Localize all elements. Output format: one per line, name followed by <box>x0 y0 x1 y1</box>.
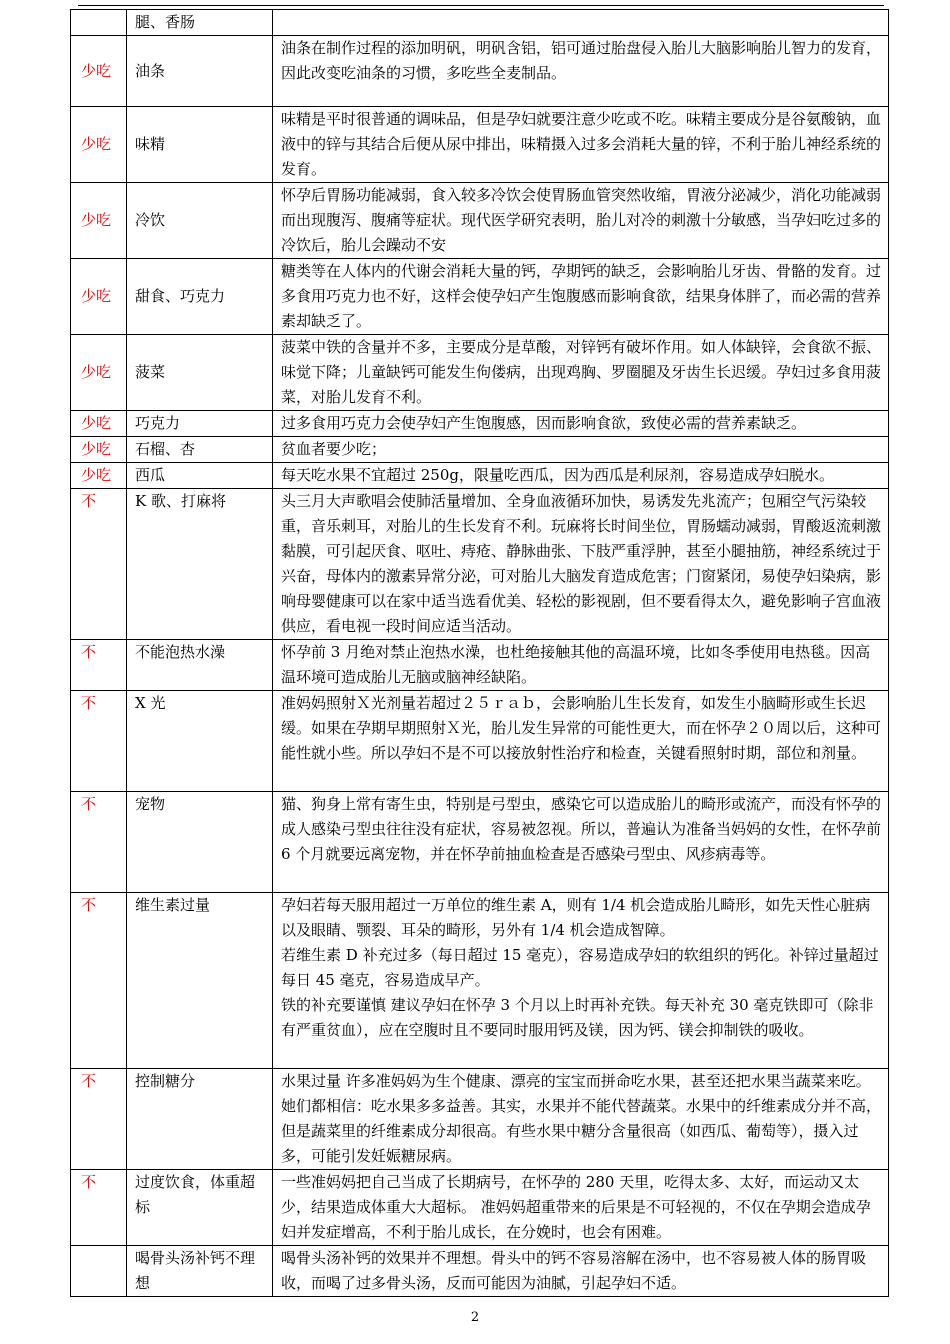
row-tag: 不 <box>71 792 127 893</box>
row-item: 喝骨头汤补钙不理想 <box>127 1246 273 1297</box>
description-paragraph: 孕妇若每天服用超过一万单位的维生素 A，则有 1/4 机会造成胎儿畸形，如先天性心脏病以及眼睛、颚裂、耳朵的畸形，另外有 1/4 机会造成智障。 <box>281 896 871 939</box>
row-tag: 少吃 <box>71 36 127 107</box>
row-item: 维生素过量 <box>127 893 273 1069</box>
row-tag: 少吃 <box>71 183 127 259</box>
row-tag: 不 <box>71 489 127 640</box>
row-item: K 歌、打麻将 <box>127 489 273 640</box>
table-row <box>71 10 889 36</box>
row-description: 贫血者要少吃； <box>273 437 889 463</box>
row-item: X 光 <box>127 691 273 792</box>
row-tag <box>71 10 127 36</box>
row-tag: 少吃 <box>71 437 127 463</box>
row-description: 味精是平时很普通的调味品，但是孕妇就要注意少吃或不吃。味精主要成分是谷氨酸钠，血液中的锌与其结合后便从尿中排出，味精摄入过多会消耗大量的锌，不利于胎儿神经系统的发育。 <box>273 107 889 183</box>
description-paragraph: 铁的补充要谨慎 建议孕妇在怀孕 3 个月以上时再补充铁。每天补充 30 毫克铁即可（除非有严重贫血），应在空腹时且不要同时服用钙及镁，因为钙、镁会抑制铁的吸收。 <box>281 996 874 1039</box>
row-description: 菠菜中铁的含量并不多，主要成分是草酸，对锌钙有破坏作用。如人体缺锌，会食欲不振、味觉下降；儿童缺钙可能发生佝偻病，出现鸡胸、罗圈腿及牙齿生长迟缓。孕妇过多食用菠菜，对胎儿发育不利。 <box>273 335 889 411</box>
row-description: 头三月大声歌唱会使肺活量增加、全身血液循环加快，易诱发先兆流产；包厢空气污染较重，音乐刺耳，对胎儿的生长发育不利。玩麻将长时间坐位，胃肠蠕动减弱，胃酸返流刺激黏膜，可引起厌食、呕吐、痔疮、静脉曲张、下肢严重浮肿，甚至小腿抽筋，神经系统过于兴奋，母体内的激素异常分泌，可对胎儿大脑发育造成危害；门窗紧闭，易使孕妇染病，影响母婴健康可以在家中适当选看优美、轻松的影视剧，但不要看得太久，避免影响子宫血液供应，看电视一段时间应适当活动。 <box>273 489 889 640</box>
table-row <box>71 489 889 640</box>
row-description: 一些准妈妈把自己当成了长期病号，在怀孕的 280 天里，吃得太多、太好，而运动又太少，结果造成体重大大超标。 准妈妈超重带来的后果是不可轻视的，不仅在孕期会造成孕妇并发症增高，不利于胎儿成长，在分娩时，也会有困难。 <box>273 1170 889 1246</box>
pregnancy-diet-table <box>70 9 889 1297</box>
table-row <box>71 437 889 463</box>
row-item: 西瓜 <box>127 463 273 489</box>
row-description: 怀孕前 3 月绝对禁止泡热水澡，也杜绝接触其他的高温环境，比如冬季使用电热毯。因高温环境可造成胎儿无脑或脑神经缺陷。 <box>273 640 889 691</box>
row-description: 喝骨头汤补钙的效果并不理想。骨头中的钙不容易溶解在汤中，也不容易被人体的肠胃吸收，而喝了过多骨头汤，反而可能因为油腻，引起孕妇不适。 <box>273 1246 889 1297</box>
row-item: 控制糖分 <box>127 1069 273 1170</box>
row-tag: 少吃 <box>71 411 127 437</box>
row-tag: 少吃 <box>71 107 127 183</box>
table-row <box>71 1246 889 1297</box>
row-item: 石榴、杏 <box>127 437 273 463</box>
row-description: 糖类等在人体内的代谢会消耗大量的钙，孕期钙的缺乏，会影响胎儿牙齿、骨骼的发育。过多食用巧克力也不好，这样会使孕妇产生饱腹感而影响食欲，结果身体胖了，而必需的营养素却缺乏了。 <box>273 259 889 335</box>
table-row <box>71 335 889 411</box>
row-tag: 不 <box>71 893 127 1069</box>
table-row <box>71 1170 889 1246</box>
row-tag: 不 <box>71 1170 127 1246</box>
table-row <box>71 691 889 792</box>
table-row <box>71 463 889 489</box>
row-description: 油条在制作过程的添加明矾，明矾含铝，铝可通过胎盘侵入胎儿大脑影响胎儿智力的发育，因此改变吃油条的习惯，多吃些全麦制品。 <box>273 36 889 107</box>
row-description: 猫、狗身上常有寄生虫，特别是弓型虫，感染它可以造成胎儿的畸形或流产，而没有怀孕的成人感染弓型虫往往没有症状，容易被忽视。所以，普遍认为准备当妈妈的女性，在怀孕前 6 个月就要远离宠物，并在怀孕前抽血检查是否感染弓型虫、风疹病毒等。 <box>273 792 889 893</box>
row-item: 甜食、巧克力 <box>127 259 273 335</box>
row-item: 油条 <box>127 36 273 107</box>
row-item: 过度饮食，体重超标 <box>127 1170 273 1246</box>
row-item: 菠菜 <box>127 335 273 411</box>
row-tag: 少吃 <box>71 463 127 489</box>
row-item: 味精 <box>127 107 273 183</box>
table-row <box>71 1069 889 1170</box>
row-description <box>273 893 889 1069</box>
row-tag: 不 <box>71 691 127 792</box>
row-item: 冷饮 <box>127 183 273 259</box>
table-row <box>71 411 889 437</box>
row-item: 不能泡热水澡 <box>127 640 273 691</box>
row-description: 每天吃水果不宜超过 250g，限量吃西瓜，因为西瓜是利尿剂，容易造成孕妇脱水。 <box>273 463 889 489</box>
row-item: 宠物 <box>127 792 273 893</box>
table-row <box>71 183 889 259</box>
row-description: 怀孕后胃肠功能减弱，食入较多冷饮会使胃肠血管突然收缩，胃液分泌减少，消化功能减弱而出现腹泻、腹痛等症状。现代医学研究表明，胎儿对冷的刺激十分敏感，当孕妇吃过多的冷饮后，胎儿会躁动不安 <box>273 183 889 259</box>
table-row <box>71 792 889 893</box>
table-row <box>71 893 889 1069</box>
table-row <box>71 259 889 335</box>
table-row <box>71 107 889 183</box>
header-rule <box>78 5 884 6</box>
description-paragraph: 若维生素 D 补充过多（每日超过 15 毫克），容易造成孕妇的软组织的钙化。补锌过量超过每日 45 毫克，容易造成早产。 <box>281 946 879 989</box>
row-tag: 不 <box>71 1069 127 1170</box>
row-description: 水果过量 许多准妈妈为生个健康、漂亮的宝宝而拼命吃水果，甚至还把水果当蔬菜来吃。她们都相信：吃水果多多益善。其实，水果并不能代替蔬菜。水果中的纤维素成分并不高，但是蔬菜里的纤维素成分却很高。有些水果中糖分含量很高（如西瓜、葡萄等），摄入过多，可能引发妊娠糖尿病。 <box>273 1069 889 1170</box>
page-number: 2 <box>470 1310 480 1325</box>
row-item: 巧克力 <box>127 411 273 437</box>
row-description <box>273 10 889 36</box>
row-description: 过多食用巧克力会使孕妇产生饱腹感，因而影响食欲，致使必需的营养素缺乏。 <box>273 411 889 437</box>
row-item: 腿、香肠 <box>127 10 273 36</box>
row-description: 准妈妈照射Ｘ光剂量若超过２５ｒａｂ，会影响胎儿生长发育，如发生小脑畸形或生长迟缓。如果在孕期早期照射Ｘ光，胎儿发生异常的可能性更大，而在怀孕２０周以后，这种可能性就小些。所以孕妇不是不可以接放射性治疗和检查，关键看照射时期，部位和剂量。 <box>273 691 889 792</box>
row-tag: 不 <box>71 640 127 691</box>
row-tag <box>71 1246 127 1297</box>
table-row <box>71 36 889 107</box>
table-row <box>71 640 889 691</box>
row-tag: 少吃 <box>71 259 127 335</box>
row-tag: 少吃 <box>71 335 127 411</box>
